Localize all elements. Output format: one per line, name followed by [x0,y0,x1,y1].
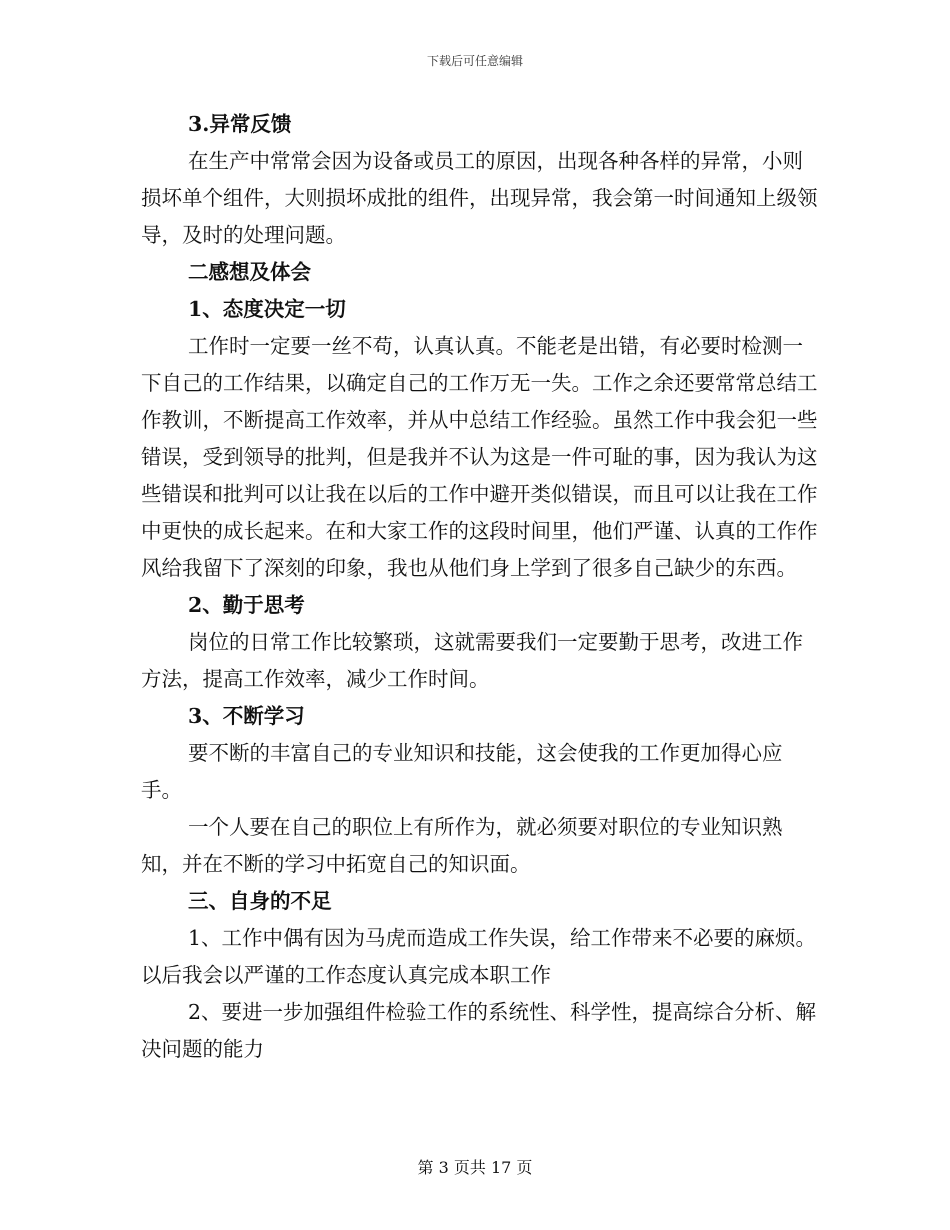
paragraph-attitude: 工作时一定要一丝不苟，认真认真。不能老是出错，有必要时检测一下自己的工作结果，以确定自己的工作万无一失。工作之余还要常常总结工作教训，不断提高工作效率，并从中总结工作经验。虽然工作中我会犯一些错误，受到领导的批判，但是我并不认为这是一件可耻的事，因为我认为这些错误和批判可以让我在以后的工作中避开类似错误，而且可以让我在工作中更快的成长起来。在和大家工作的这段时间里，他们严谨、认真的工作作风给我留下了深刻的印象，我也从他们身上学到了很多自己缺少的东西。 [141,334,818,580]
subheading-attitude: 1、态度决定一切 [188,297,346,321]
section-heading-3-1: 3.异常反馈 [188,112,292,136]
section-heading-2: 二感想及体会 [188,260,311,284]
document-body [141,106,821,1068]
paragraph-thinking: 岗位的日常工作比较繁琐，这就需要我们一定要勤于思考，改进工作方法，提高工作效率，减少工作时间。 [141,630,803,691]
section-heading-3: 三、自身的不足 [188,889,332,913]
paragraph-learning-2: 一个人要在自己的职位上有所作为，就必须要对职位的专业知识熟知，并在不断的学习中拓宽自己的知识面。 [141,815,783,876]
subheading-thinking: 2、勤于思考 [188,593,305,617]
paragraph-abnormal-feedback: 在生产中常常会因为设备或员工的原因，出现各种各样的异常，小则损坏单个组件，大则损坏成批的组件，出现异常，我会第一时间通知上级领导，及时的处理问题。 [141,149,818,247]
paragraph-learning-1: 要不断的丰富自己的专业知识和技能，这会使我的工作更加得心应手。 [141,741,783,802]
subheading-learning: 3、不断学习 [188,704,305,728]
page-header: 下载后可任意编辑 [426,54,523,68]
page-footer: 第 3 页共 17 页 [417,1158,533,1177]
paragraph-shortcoming-2: 2、要进一步加强组件检验工作的系统性、科学性，提高综合分析、解决问题的能力 [141,1000,817,1061]
paragraph-shortcoming-1: 1、工作中偶有因为马虎而造成工作失误，给工作带来不必要的麻烦。以后我会以严谨的工作态度认真完成本职工作 [141,926,817,987]
